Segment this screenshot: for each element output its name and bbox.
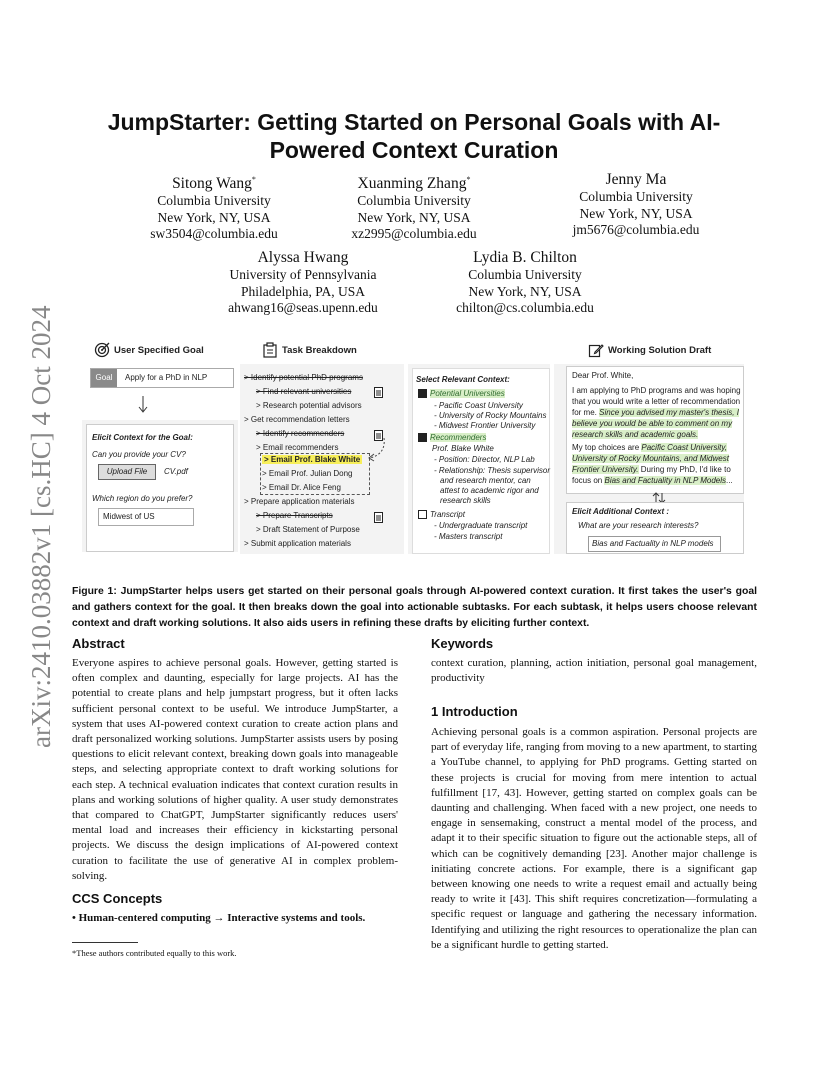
context-item: - Pacific Coast University (434, 401, 523, 410)
author-name: Xuanming Zhang* (357, 175, 471, 193)
cv-question: Can you provide your CV? (92, 450, 186, 459)
document-icon[interactable] (374, 387, 383, 398)
research-question: What are your research interests? (578, 521, 699, 530)
edit-icon (588, 342, 604, 358)
context-item[interactable]: Transcript (418, 510, 465, 519)
author-affiliation: Columbia University (357, 193, 471, 209)
author-affiliation: Columbia University (579, 189, 693, 204)
author-location: New York, NY, USA (157, 209, 271, 225)
figure-1 (82, 336, 746, 558)
checkbox-unchecked[interactable] (418, 510, 427, 519)
elicit-additional-title: Elicit Additional Context : (572, 507, 670, 516)
checkbox-checked[interactable] (418, 389, 427, 398)
context-title: Select Relevant Context: (416, 375, 510, 384)
draft-line: My top choices are Pacific Coast University, (572, 443, 728, 452)
author-location: New York, NY, USA (579, 205, 693, 221)
keywords-heading: Keywords (431, 636, 494, 651)
upload-file-button[interactable]: Upload File (98, 464, 156, 480)
author-name: Jenny Ma (605, 171, 667, 188)
draft-line: research skills and academic goals. (572, 430, 699, 439)
task-item[interactable]: > Identify recommenders (256, 429, 345, 438)
context-item: - Masters transcript (434, 532, 503, 541)
goal-tag: Goal (91, 369, 117, 387)
context-item[interactable]: Recommenders (418, 433, 486, 442)
task-item[interactable]: > Submit application materials (244, 539, 351, 548)
checkbox-checked[interactable] (418, 433, 427, 442)
draft-line: Dear Prof. White, (572, 371, 634, 380)
draft-line: focus on Bias and Factuality in NLP Models... (572, 476, 733, 485)
draft-line: believe you would be able to comment on my (572, 419, 733, 428)
author-block (314, 170, 514, 243)
arxiv-id: arXiv:2410.03882v1 [cs.HC] 4 Oct 2024 (26, 305, 56, 748)
task-item[interactable]: > Prepare application materials (244, 497, 355, 506)
draft-line: for me. Since you advised my master's thesis, I (572, 408, 739, 417)
footnote-rule (72, 942, 138, 943)
draft-line: University of Rocky Mountains, and Midwest (572, 454, 729, 463)
author-block (425, 248, 625, 317)
research-interest-input[interactable]: Bias and Factuality in NLP models (588, 536, 721, 552)
context-item: research skills (440, 496, 491, 505)
author-name: Sitong Wang* (172, 175, 256, 193)
context-item: - University of Rocky Mountains (434, 411, 547, 420)
goal-panel-header: User Specified Goal (94, 342, 204, 358)
cv-file-name: CV.pdf (164, 467, 188, 476)
author-affiliation: University of Pennsylvania (229, 267, 377, 282)
task-item-selected[interactable]: > Email Prof. Blake White (264, 455, 361, 464)
context-item: - Midwest Frontier University (434, 421, 536, 430)
draft-line: I am applying to PhD programs and was hoping (572, 386, 741, 395)
arxiv-sidebar (14, 292, 62, 750)
figure-caption: Figure 1: JumpStarter helps users get started on their personal goals through AI-powered context curation. It first takes the user's goal and gathers context for the goal. It then breaks down the goal into actionable subtasks. For each subtask, it helps users choose relevant context and draft working solutions. It also aids users in refining these drafts by eliciting further context. (72, 586, 757, 629)
elicit-context-card (86, 424, 234, 552)
intro-text: Achieving personal goals is a common aspiration. Personal projects are part of everyday life, ranging from moving to a new apartment, to starting a YouTube channel, to applying for PhD programs. Getting started on these projects is crucial for moving from mere intention to actual fulfillment [17, 43]. However, getting started on complex goals can be daunting and challenging. When faced with a new project, one needs to engage in sensemaking, construct a mental model of the process, and adapt it to their specific situation to figure out the actionable steps, all of which can be cognitively demanding [23]. Another major challenge is initiating concrete actions. For example, there is a significant gap between knowing one needs to write a request email and actually being ready to write it [43]. This shift requires concretization—formulating a specific request or language and gathering the necessary information. Identifying and utilizing the right resources to operationalize the plan can be a significant hurdle to getting started. (431, 726, 757, 951)
author-block (536, 170, 736, 239)
arrow-down-icon (138, 396, 148, 414)
abstract-text: Everyone aspires to achieve personal goals. However, getting started is often complex and daunting, especially for large projects. AI has the potential to create plans and help jumpstart progress, but it often lacks sufficient personal context to be useful. We introduce JumpStarter, a system that uses AI-powered context curation to create action plans and draft personalized working solutions. JumpStarter assists users by posing questions to elicit relevant context, breaking down goals into manageable steps, and selecting appropriate context to draft working solutions for each step. A technical evaluation indicates that context curation results in plans and working solutions of higher quality. A user study demonstrates that compared to ChatGPT, JumpStarter significantly reduces users' mental load and increases their efficiency in kickstarting personal projects. We discuss the design implications of AI-powered context curation to facilitate the use of generative AI in complex problem-solving. (72, 657, 398, 882)
context-item: attest to academic rigor and (440, 486, 539, 495)
author-location: Philadelphia, PA, USA (240, 283, 365, 299)
goal-text: Apply for a PhD in NLP (125, 373, 208, 382)
task-item[interactable]: > Draft Statement of Purpose (256, 525, 360, 534)
draft-line: that you would write a letter of recommendation (572, 397, 741, 406)
author-name: Alyssa Hwang (257, 249, 349, 266)
author-email: ahwang16@seas.upenn.edu (228, 300, 378, 315)
curved-arrow-icon (366, 436, 388, 462)
context-item: - Position: Director, NLP Lab (434, 455, 535, 464)
task-item[interactable]: > Prepare Transcripts (256, 511, 333, 520)
paper-title: JumpStarter: Getting Started on Personal Goals with AI-Powered Context Curation (107, 109, 721, 163)
document-icon[interactable] (374, 512, 383, 523)
context-item: and research mentor, can (440, 476, 531, 485)
author-block (114, 170, 314, 243)
region-input[interactable]: Midwest of US (98, 508, 194, 526)
author-email: sw3504@columbia.edu (150, 226, 278, 242)
draft-line: Frontier University. During my PhD, I'd like to (572, 465, 731, 474)
task-item[interactable]: > Get recommendation letters (244, 415, 350, 424)
clipboard-icon (262, 342, 278, 358)
keywords-text: context curation, planning, action initiation, personal goal management, productivity (431, 657, 757, 685)
intro-heading: 1 Introduction (431, 704, 518, 719)
ccs-text: • Human-centered computing → Interactive systems and tools. (72, 912, 366, 924)
author-location: New York, NY, USA (357, 209, 471, 225)
task-panel-header: Task Breakdown (262, 342, 357, 358)
context-item: - Undergraduate transcript (434, 521, 528, 530)
author-email: xz2995@columbia.edu (351, 226, 477, 242)
task-item[interactable]: > Email Prof. Julian Dong (262, 469, 353, 478)
target-icon (94, 342, 110, 358)
region-question: Which region do you prefer? (92, 494, 193, 503)
author-affiliation: Columbia University (468, 267, 582, 282)
elicit-context-title: Elicit Context for the Goal: (92, 433, 193, 442)
author-affiliation: Columbia University (157, 193, 271, 209)
goal-input[interactable] (90, 368, 234, 388)
author-email: jm5676@columbia.edu (572, 222, 700, 237)
task-item[interactable]: > Find relevant universities (256, 387, 352, 396)
context-item: Prof. Blake White (432, 444, 494, 453)
author-location: New York, NY, USA (468, 283, 582, 299)
ccs-heading: CCS Concepts (72, 891, 163, 906)
footnote: *These authors contributed equally to this work. (72, 948, 237, 958)
task-item[interactable]: > Email recommenders (256, 443, 339, 452)
draft-panel-header: Working Solution Draft (588, 342, 711, 358)
context-item: - Relationship: Thesis supervisor (434, 466, 551, 475)
author-name: Lydia B. Chilton (473, 249, 577, 266)
task-item[interactable]: > Research potential advisors (256, 401, 362, 410)
author-email: chilton@cs.columbia.edu (456, 300, 594, 315)
author-block (203, 248, 403, 317)
abstract-heading: Abstract (72, 636, 125, 651)
task-item[interactable]: > Identify potential PhD programs (244, 373, 363, 382)
task-item[interactable]: > Email Dr. Alice Feng (262, 483, 341, 492)
context-item[interactable]: Potential Universities (418, 389, 505, 398)
